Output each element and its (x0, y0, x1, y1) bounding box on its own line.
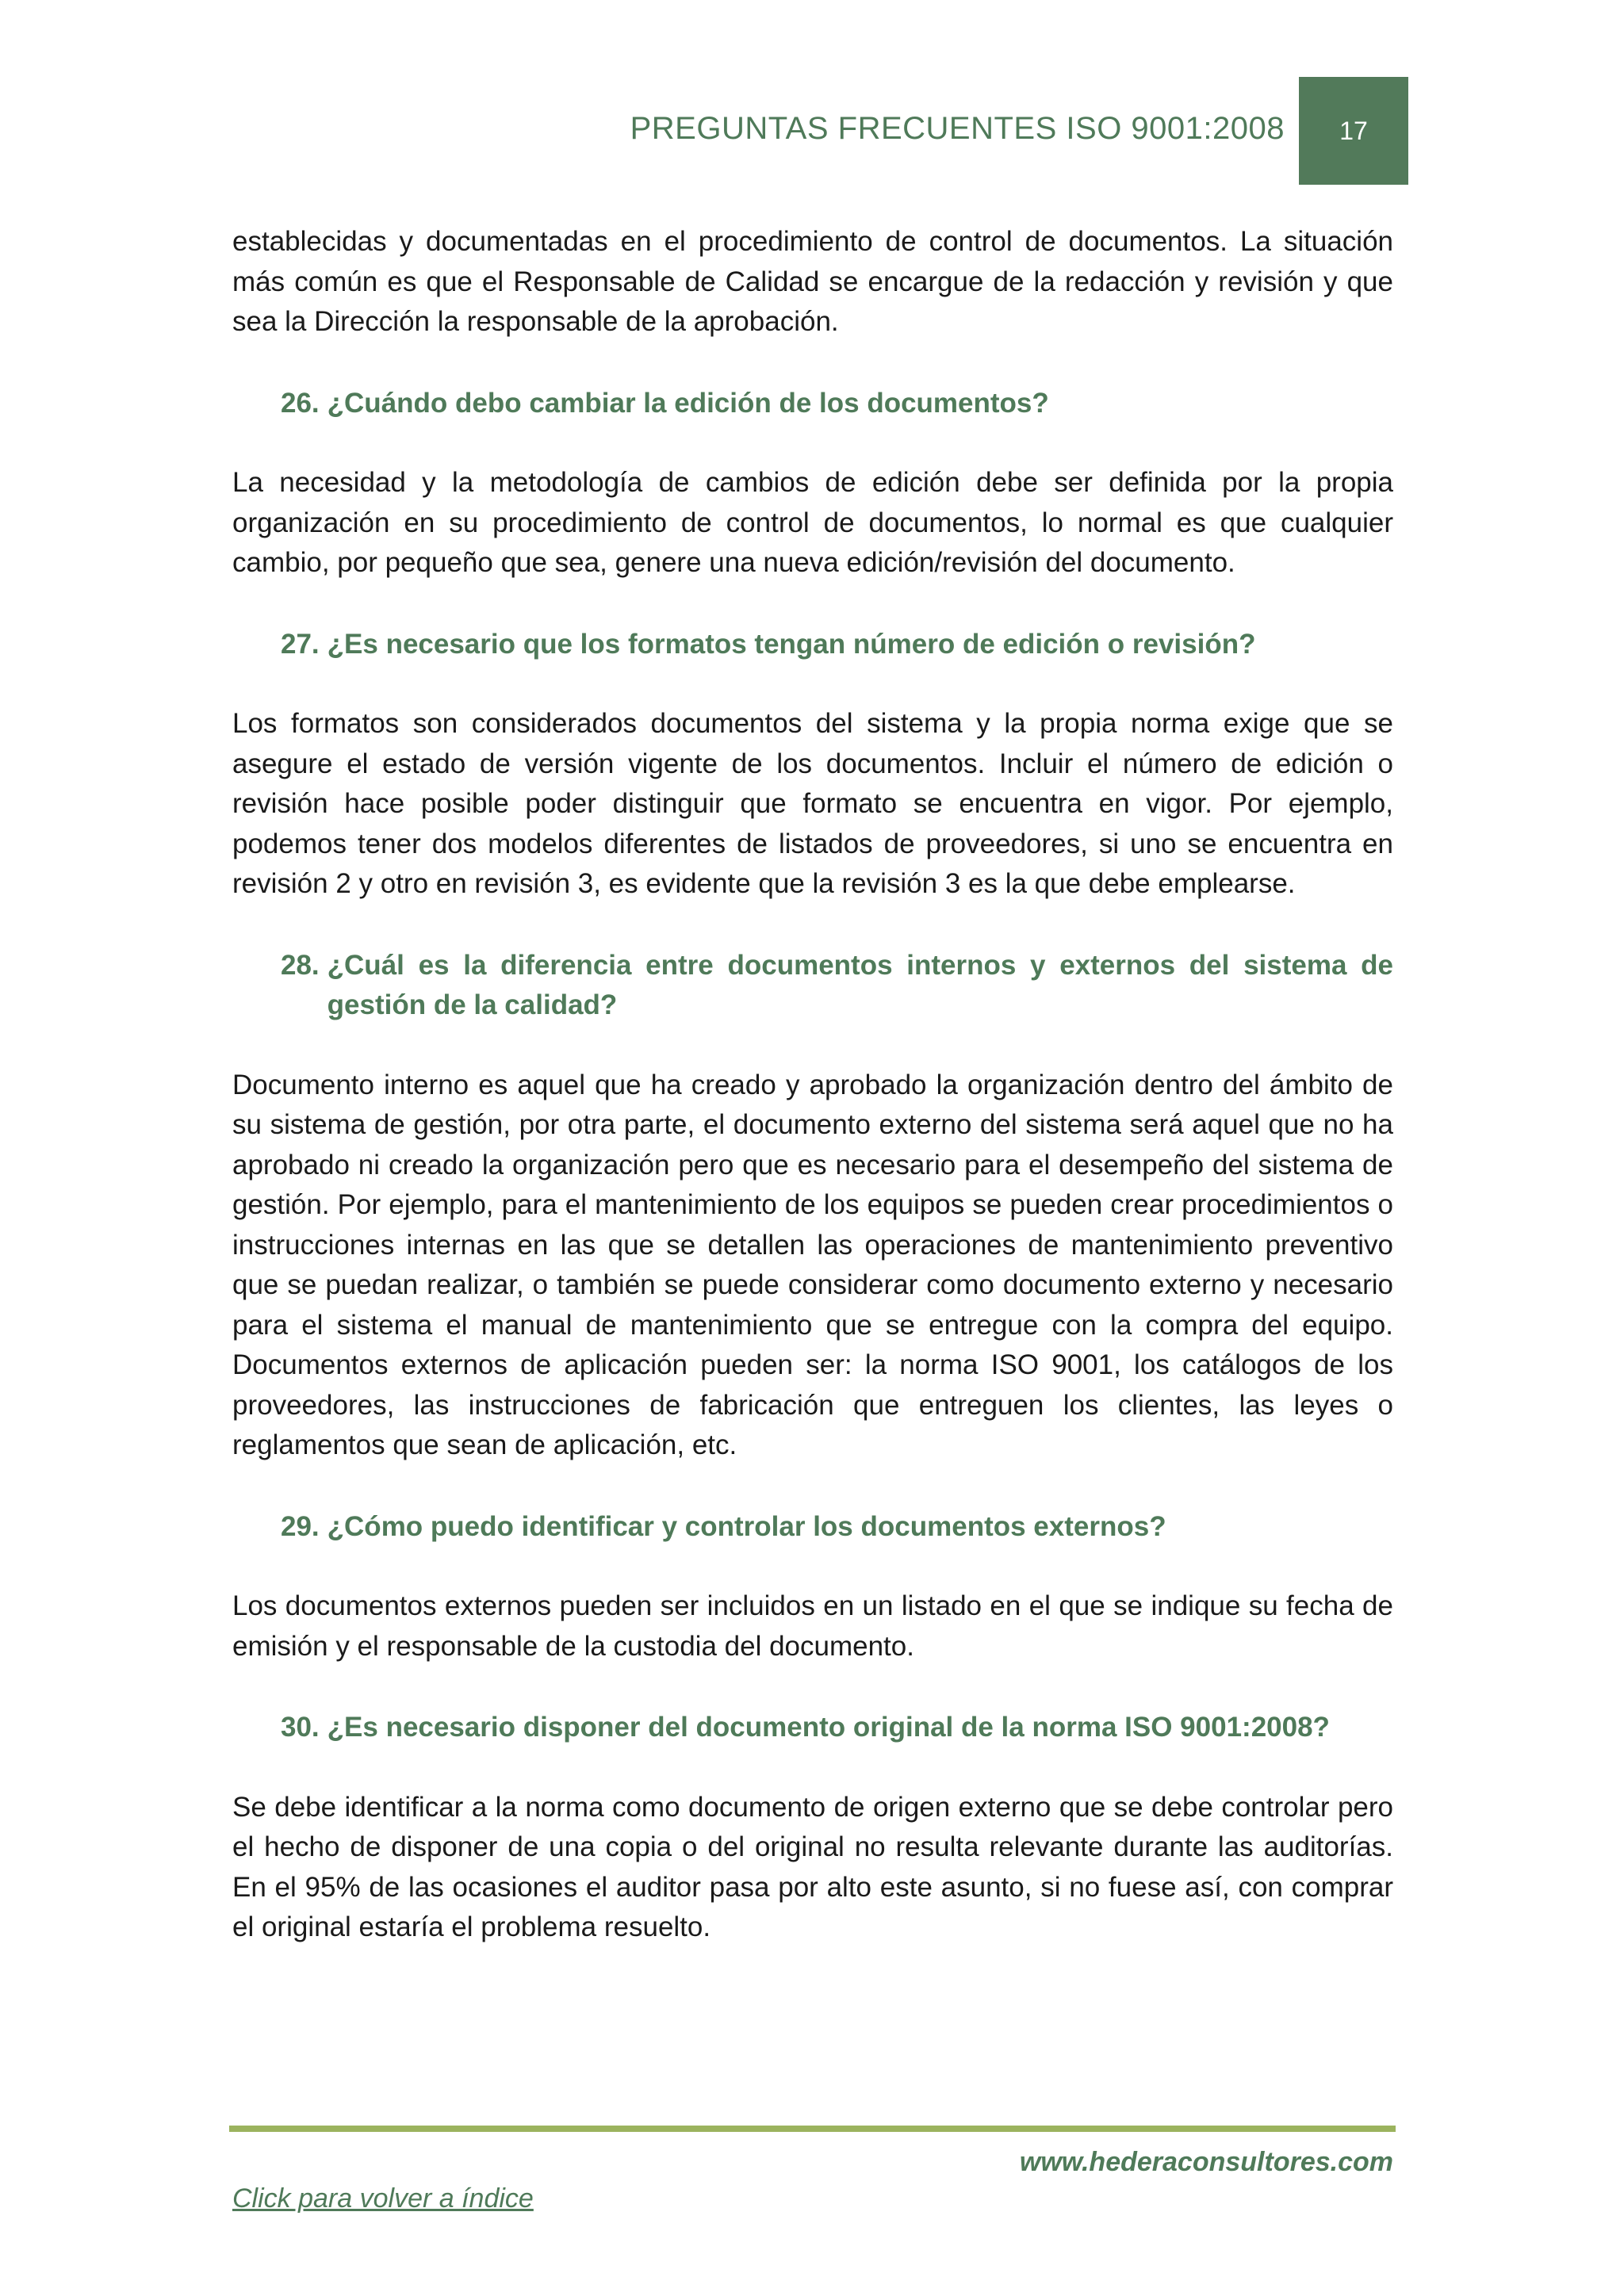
question-heading (232, 384, 1393, 424)
intro-paragraph: establecidas y documentadas en el procedimiento de control de documentos. La situación más común es que el Responsable de Calidad se encargue de la redacción y revisión y que sea la Dirección la responsable de la aprobación. (232, 226, 1393, 337)
question-number: 26. (281, 387, 320, 419)
question-heading (232, 625, 1393, 665)
question-heading (232, 946, 1393, 1026)
page-number-badge: 17 (1299, 77, 1408, 185)
question-number: 30. (281, 1712, 320, 1743)
question-heading (232, 1507, 1393, 1548)
page-header-title: PREGUNTAS FRECUENTES ISO 9001:2008 (630, 111, 1285, 146)
question-heading (232, 1708, 1393, 1748)
answer-paragraph: Los documentos externos pueden ser incluidos en un listado en el que se indique su fecha de emisión y el responsable de la custodia del documento. (232, 1590, 1393, 1662)
footer-divider (229, 2126, 1396, 2132)
question-text: ¿Es necesario que los formatos tengan número de edición o revisión? (327, 628, 1256, 660)
answer-paragraph: Los formatos son considerados documentos del sistema y la propia norma exige que se asegure el estado de versión vigente de los documentos. Incluir el número de edición o revisión hace posible poder distinguir que formato se encuentra en vigor. Por ejemplo, podemos tener dos modelos diferentes de listados de proveedores, si uno se encuentra en revisión 2 y otro en revisión 3, es evidente que la revisión 3 es la que debe emplearse. (232, 708, 1393, 899)
question-number: 27. (281, 628, 320, 660)
question-text: ¿Cuál es la diferencia entre documentos internos y externos del sistema de gestión de la calidad? (327, 949, 1393, 1020)
answer-paragraph: Documento interno es aquel que ha creado y aprobado la organización dentro del ámbito de su sistema de gestión, por otra parte, el documento externo del sistema será aquel que no ha aprobado ni creado la organización pero que es necesario para el desempeño del sistema de gestión. Por ejemplo, para el mantenimiento de los equipos se pueden crear procedimientos o instrucciones internas en las que se detallen las operaciones de mantenimiento preventivo que se puedan realizar, o también se puede considerar como documento externo y necesario para el sistema el manual de mantenimiento que se entregue con la compra del equipo. Documentos externos de aplicación pueden ser: la norma ISO 9001, los catálogos de los proveedores, las instrucciones de fabricación que entreguen los clientes, las leyes o reglamentos que sean de aplicación, etc. (232, 1069, 1393, 1460)
question-text: ¿Cuándo debo cambiar la edición de los documentos? (327, 387, 1049, 419)
answer-paragraph: La necesidad y la metodología de cambios de edición debe ser definida por la propia organización en su procedimiento de control de documentos, lo normal es que cualquier cambio, por pequeño que sea, genere una nueva edición/revisión del documento. (232, 467, 1393, 578)
document-body (232, 222, 1393, 1948)
answer-paragraph: Se debe identificar a la norma como documento de origen externo que se debe controlar pero el hecho de disponer de una copia o del original no resulta relevante durante las auditorías. En el 95% de las ocasiones el auditor pasa por alto este asunto, si no fuese así, con comprar el original estaría el problema resuelto. (232, 1791, 1393, 1942)
question-number: 28. (281, 949, 320, 981)
question-text: ¿Es necesario disponer del documento original de la norma ISO 9001:2008? (327, 1712, 1330, 1743)
footer-website[interactable]: www.hederaconsultores.com (1019, 2147, 1393, 2177)
back-to-index-link[interactable]: Click para volver a índice (232, 2183, 534, 2214)
question-text: ¿Cómo puedo identificar y controlar los documentos externos? (327, 1510, 1166, 1542)
question-number: 29. (281, 1510, 320, 1542)
